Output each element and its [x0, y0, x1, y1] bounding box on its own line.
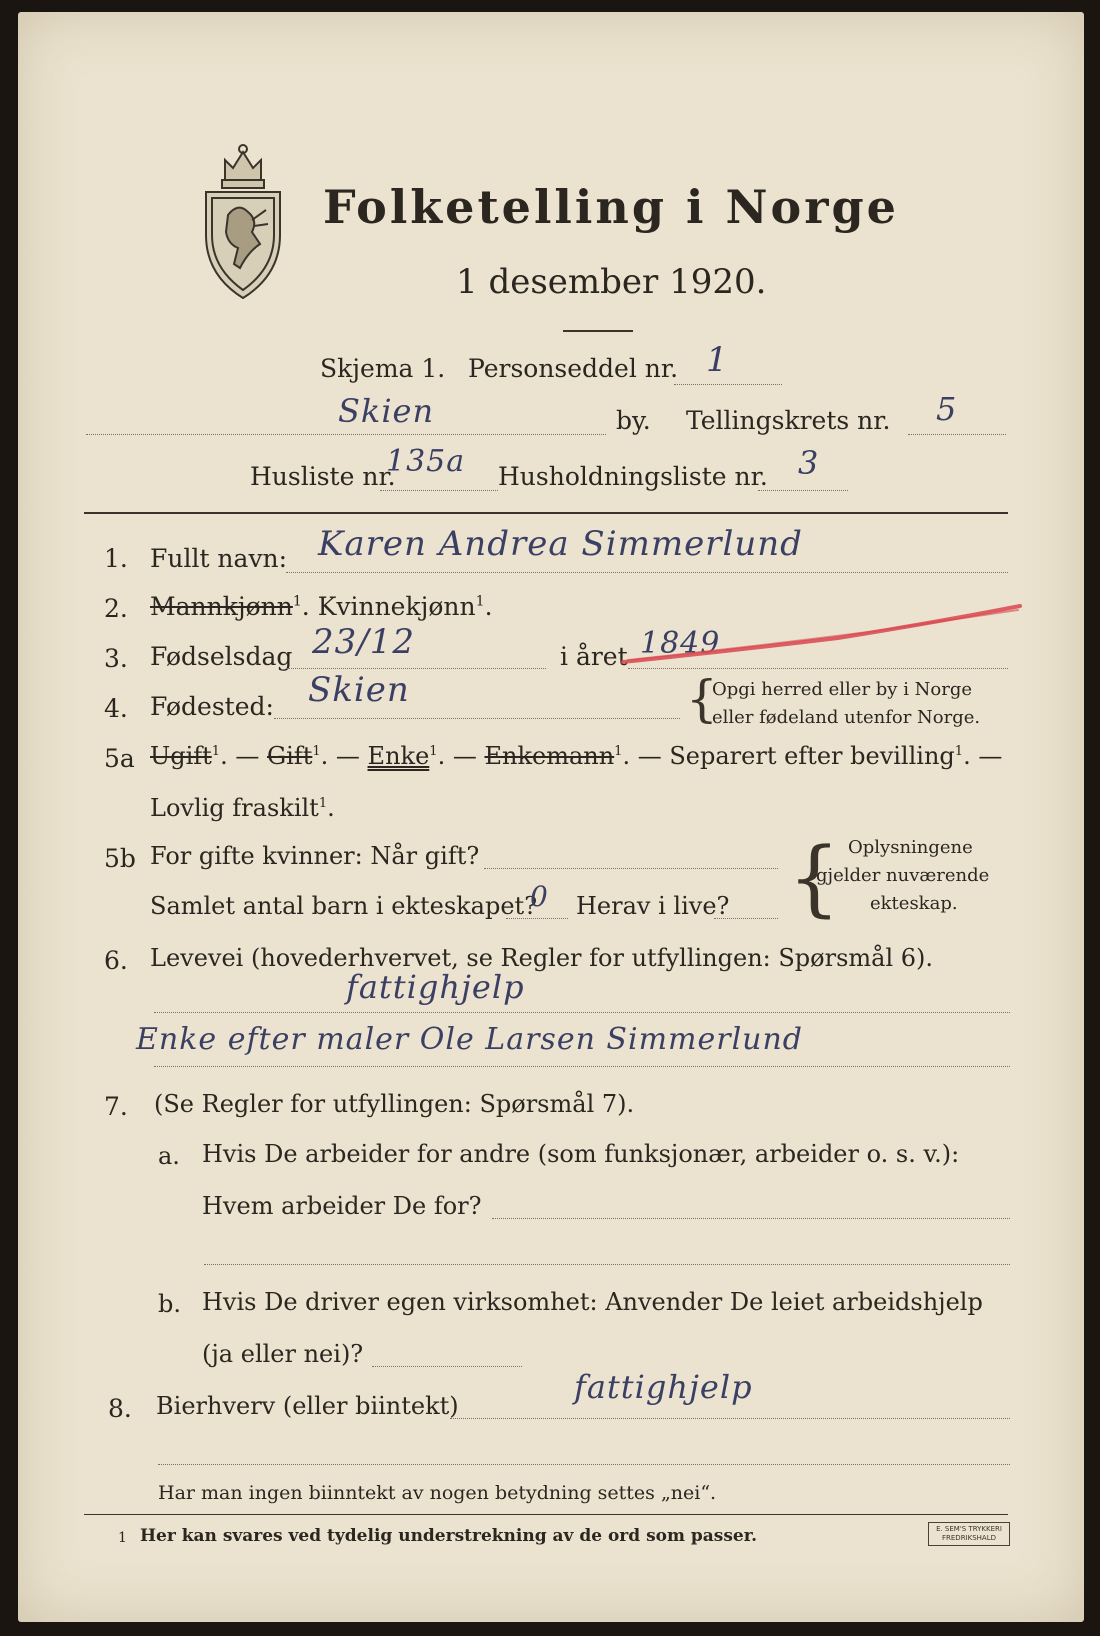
husliste-value[interactable]: 135a	[386, 444, 466, 479]
q5b-number: 5b	[104, 844, 136, 873]
q2-number: 2.	[104, 594, 128, 623]
children-count-line	[506, 918, 568, 919]
hired-help-line[interactable]	[372, 1366, 522, 1367]
employer-line2[interactable]	[204, 1264, 1010, 1265]
census-form-page	[18, 12, 1084, 1622]
header-divider	[84, 512, 1008, 514]
q3-number: 3.	[104, 644, 128, 673]
skjema-label: Skjema 1.	[320, 354, 446, 383]
q7b-letter: b.	[158, 1290, 181, 1318]
q5a-number: 5a	[104, 744, 135, 773]
birthplace-note-line2: eller fødeland utenfor Norge.	[712, 707, 981, 728]
title-divider	[563, 330, 633, 332]
marital-option-separert[interactable]: Separert efter bevilling	[669, 742, 955, 770]
footnote-ref: 1	[475, 593, 485, 610]
by-line	[86, 434, 606, 435]
sex-option-female[interactable]: Kvinnekjønn	[317, 592, 476, 621]
side-income-label: Bierhverv (eller biintekt)	[156, 1392, 459, 1420]
side-income-line	[450, 1418, 1010, 1419]
marital-status-options: Ugift$^1$. — Gift$^1$. — Enke$^1$. — Enkemann$^1$. — Separert efter bevilling$^1$. —	[150, 742, 1003, 770]
q6-number: 6.	[104, 946, 128, 975]
tellingskrets-line	[908, 434, 1006, 435]
footnote-ref: 1	[614, 744, 623, 759]
marital-option-enke[interactable]: Enke	[367, 742, 430, 770]
occupation-line2	[154, 1066, 1010, 1067]
employer-label: Hvem arbeider De for?	[202, 1192, 482, 1220]
q7a-text: Hvis De arbeider for andre (som funksjonær, arbeider o. s. v.):	[202, 1140, 960, 1168]
census-date: 1 desember 1920.	[456, 262, 767, 302]
footnote-number: 1	[118, 1530, 127, 1546]
footer-divider	[84, 1514, 1008, 1515]
husliste-label: Husliste nr.	[250, 462, 396, 491]
q7b-text: Hvis De driver egen virksomhet: Anvender De leiet arbeidshjelp	[202, 1288, 983, 1316]
sex-option-male[interactable]: Mannkjønn	[150, 592, 293, 621]
birthdate-label: Fødselsdag	[150, 642, 293, 671]
birth-year-label: i året	[560, 642, 628, 671]
side-income-line2	[158, 1464, 1010, 1465]
marital-option-gift[interactable]: Gift	[266, 742, 313, 770]
birthplace-line	[274, 718, 680, 719]
occupation-value1[interactable]: fattighjelp	[346, 968, 525, 1006]
occupation-value2[interactable]: Enke efter maler Ole Larsen Simmerlund	[136, 1022, 804, 1057]
marital-option-ugift[interactable]: Ugift	[150, 742, 212, 770]
children-alive-line	[714, 918, 778, 919]
occupation-line1	[154, 1012, 1010, 1013]
marital-option-row2: Lovlig fraskilt$^1$.	[150, 794, 335, 822]
footnote-ref: 1	[429, 744, 438, 759]
children-count-label: Samlet antal barn i ekteskapet?	[150, 892, 538, 920]
separator: .	[301, 592, 310, 621]
side-income-value[interactable]: fattighjelp	[574, 1368, 753, 1406]
birthdate-line	[286, 668, 546, 669]
birthplace-value[interactable]: Skien	[308, 670, 410, 710]
birthplace-label: Fødested:	[150, 692, 274, 721]
personseddel-line	[674, 384, 782, 385]
children-count-value[interactable]: 0	[530, 880, 549, 913]
by-value[interactable]: Skien	[338, 392, 435, 430]
hired-help-label: (ja eller nei)?	[202, 1340, 364, 1368]
married-date-label: For gifte kvinner: Når gift?	[150, 842, 480, 870]
marital-option-fraskilt[interactable]: Lovlig fraskilt	[150, 794, 319, 822]
tellingskrets-label: Tellingskrets nr.	[686, 406, 891, 435]
q1-number: 1.	[104, 544, 128, 573]
footnote-ref: 1	[954, 744, 964, 759]
q7a-letter: a.	[158, 1142, 180, 1170]
footnote-ref: 1	[312, 744, 321, 759]
footnote-ref: 1	[292, 593, 302, 610]
marriage-note-line1: Oplysningene	[848, 837, 973, 858]
marriage-note-line3: ekteskap.	[870, 893, 958, 914]
full-name-value[interactable]: Karen Andrea Simmerlund	[318, 524, 803, 564]
note-brace: {	[686, 670, 718, 728]
children-alive-label: Herav i live?	[576, 892, 730, 920]
husholdningsliste-line	[758, 490, 848, 491]
q7-label: (Se Regler for utfyllingen: Spørsmål 7).	[154, 1090, 635, 1118]
by-label: by.	[616, 406, 651, 435]
form-title: Folketelling i Norge	[323, 180, 899, 234]
note-brace: {	[788, 831, 841, 926]
footnote-ref: 1	[211, 744, 221, 759]
birth-year-value[interactable]: 1849	[640, 626, 721, 661]
husliste-line	[380, 490, 498, 491]
q7-number: 7.	[104, 1092, 128, 1121]
separator: .	[484, 592, 493, 621]
husholdningsliste-value[interactable]: 3	[798, 444, 820, 482]
husholdningsliste-label: Husholdningsliste nr.	[498, 462, 768, 491]
occupation-label: Levevei (hovederhvervet, se Regler for utfyllingen: Spørsmål 6).	[150, 944, 934, 972]
marriage-note-line2: gjelder nuværende	[816, 865, 990, 886]
employer-line[interactable]	[492, 1218, 1010, 1219]
printer-stamp: E. SEM'S TRYKKERI FREDRIKSHALD	[928, 1522, 1010, 1546]
personseddel-value[interactable]: 1	[706, 340, 729, 380]
q8-number: 8.	[108, 1394, 132, 1423]
married-date-line	[484, 868, 778, 869]
red-pencil-stroke	[618, 592, 1028, 672]
birthdate-value[interactable]: 23/12	[312, 622, 415, 662]
footnote-ref: 1	[318, 796, 328, 811]
birthplace-note-line1: Opgi herred eller by i Norge	[712, 679, 973, 700]
full-name-label: Fullt navn:	[150, 544, 288, 573]
footnote-text: Her kan svares ved tydelig understrekning av de ord som passer.	[140, 1526, 758, 1546]
q4-number: 4.	[104, 694, 128, 723]
sex-options	[150, 592, 493, 621]
full-name-line	[286, 572, 1008, 573]
tellingskrets-value[interactable]: 5	[936, 390, 958, 428]
norway-lion-crest-icon	[200, 140, 286, 302]
side-income-note: Har man ingen biinntekt av nogen betydning settes „nei“.	[158, 1482, 717, 1504]
personseddel-label: Personseddel nr.	[468, 354, 679, 383]
marital-option-enkemann[interactable]: Enkemann	[484, 742, 615, 770]
